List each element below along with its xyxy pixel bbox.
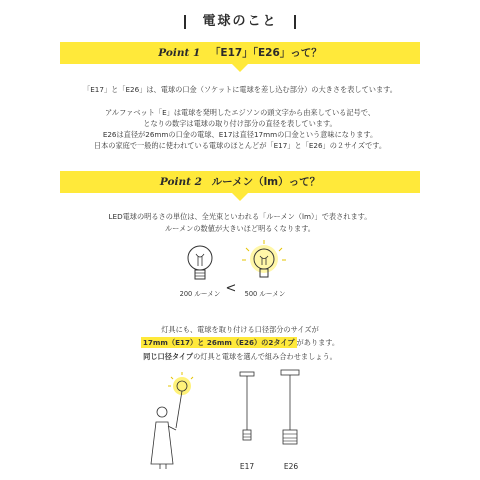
- bulb-left-caption: 200 ルーメン: [179, 290, 221, 298]
- point2-banner: [60, 171, 420, 193]
- fixtures-highlight-types: 17mm（E17）と 26mm（E26）の2タイプ: [142, 338, 295, 347]
- dim-bulb-icon: [180, 242, 220, 288]
- fixtures-line-3-emphasis: 同じ口径タイプ: [143, 352, 194, 361]
- point1-line-2: アルファベット「E」は電球を発明したエジソンの頭文字から由来している記号で、: [105, 108, 375, 117]
- point2-line-1: LED電球の明るさの単位は、全光束といわれる「ルーメン（lm）」で表されます。: [108, 212, 372, 221]
- point1-label: Point 1: [158, 47, 201, 59]
- e26-label: E26: [283, 462, 299, 471]
- point1-heading: 「E17」「E26」って？: [209, 47, 322, 59]
- fixtures-line-2-rest: があります。: [296, 338, 340, 347]
- point2-banner-tip: [232, 193, 248, 201]
- point2-heading: ルーメン（lm）って？: [211, 176, 321, 188]
- point1-banner-tip: [232, 64, 248, 72]
- point2-line-2: ルーメンの数値が大きいほど明るくなります。: [164, 224, 315, 233]
- page-title-text: 電球のこと: [202, 14, 278, 29]
- e17-pendant-icon: [232, 372, 262, 460]
- point1-line-1: 「E17」と「E26」は、電球の口金（ソケットに電球を差し込む部分）の大きさを表しています。: [83, 85, 397, 94]
- point1-line-4: E26は直径が26mmの口金の電球、E17は直径17mmの口金という意味になります。: [102, 130, 378, 139]
- e26-pendant-icon: [273, 370, 307, 462]
- point1-line-5: 日本の家庭で一般的に使われている電球のほとんどが「E17」と「E26」の２サイズです。: [93, 141, 387, 150]
- point1-banner: [60, 42, 420, 64]
- fixtures-line-3: [0, 351, 480, 362]
- inventor-illustration: [150, 372, 200, 472]
- point1-line-3: となりの数字は電球の取り付け部分の直径を表しています。: [143, 119, 337, 128]
- fixtures-line-3-rest: の灯具と電球を選んで組み合わせましょう。: [193, 352, 337, 361]
- fixtures-line-1: 灯具にも、電球を取り付ける口径部分のサイズが: [161, 325, 319, 334]
- title-left-bar: [184, 15, 186, 29]
- page-title: [0, 10, 480, 29]
- compare-symbol: <: [225, 281, 237, 296]
- e17-label: E17: [239, 462, 255, 471]
- bright-bulb-icon: [240, 240, 288, 288]
- fixtures-line-2: [0, 337, 480, 348]
- bulb-right-caption: 500 ルーメン: [244, 290, 286, 298]
- title-right-bar: [294, 15, 296, 29]
- point2-label: Point 2: [159, 176, 202, 188]
